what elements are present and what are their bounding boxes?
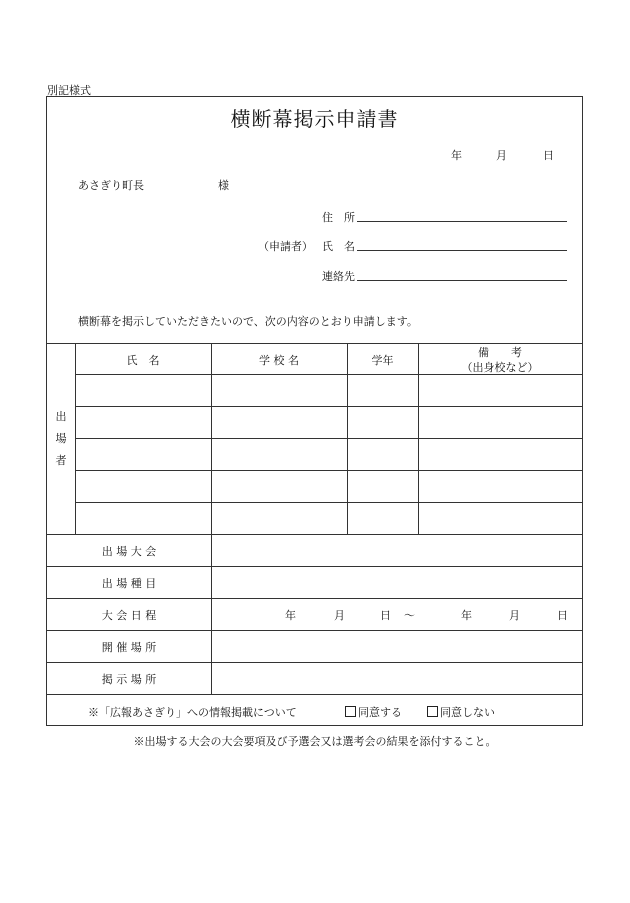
schedule-start-day: 日 [380, 609, 391, 622]
name-label: 氏 名 [322, 240, 355, 253]
address-label: 住 所 [322, 211, 355, 224]
addressee: あさぎり町長 [78, 179, 144, 192]
side-column-border [75, 343, 76, 534]
consent-agree-option[interactable] [345, 704, 402, 720]
form-title: 横断幕掲示申請書 [230, 107, 399, 131]
row-border [75, 502, 582, 503]
schedule-start-month: 月 [334, 609, 345, 622]
contact-label: 連絡先 [322, 270, 355, 283]
row-border [47, 630, 582, 631]
footer-note: ※出場する大会の大会要項及び予選会又は選考会の結果を添付すること。 [133, 735, 497, 748]
row-border [47, 694, 582, 695]
request-text: 横断幕を掲示していただきたいので、次の内容のとおり申請します。 [78, 315, 418, 328]
row-border [47, 662, 582, 663]
schedule-end-day: 日 [557, 609, 568, 622]
disagree-label: 同意しない [440, 706, 495, 719]
form-label: 別記様式 [47, 84, 91, 97]
name-field[interactable] [357, 250, 567, 251]
display-place-label: 掲 示 場 所 [101, 673, 157, 686]
participants-bottom-border [47, 534, 582, 535]
agree-label: 同意する [358, 706, 402, 719]
header-school: 学 校 名 [259, 354, 299, 367]
column-border [211, 343, 212, 694]
contact-field[interactable] [357, 280, 567, 281]
header-grade: 学年 [371, 354, 394, 367]
row-border [75, 438, 582, 439]
venue-label: 開 催 場 所 [101, 641, 157, 654]
disagree-checkbox[interactable] [427, 706, 438, 717]
schedule-end-year: 年 [461, 609, 472, 622]
column-border [347, 343, 348, 534]
schedule-range-tilde: ～ [404, 609, 415, 622]
schedule-label: 大 会 日 程 [101, 609, 157, 622]
row-border [47, 598, 582, 599]
row-border [47, 566, 582, 567]
tournament-label: 出 場 大 会 [101, 545, 157, 558]
row-border [75, 470, 582, 471]
schedule-end-month: 月 [509, 609, 520, 622]
header-name: 氏 名 [126, 354, 160, 367]
date-year-label: 年 [451, 149, 462, 162]
address-field[interactable] [357, 221, 567, 222]
schedule-start-year: 年 [285, 609, 296, 622]
header-remarks: 備 考 [478, 346, 522, 359]
application-form [46, 96, 583, 726]
header-remarks-sub: （出身校など） [461, 361, 539, 374]
date-day-label: 日 [543, 149, 554, 162]
event-type-label: 出 場 種 目 [101, 577, 157, 590]
row-border [75, 406, 582, 407]
applicant-label: （申請者） [258, 240, 313, 253]
honorific: 様 [218, 179, 229, 192]
date-month-label: 月 [496, 149, 507, 162]
consent-text: ※「広報あさぎり」への情報掲載について [88, 706, 297, 719]
agree-checkbox[interactable] [345, 706, 356, 717]
consent-disagree-option[interactable] [427, 704, 495, 720]
participants-side-label: 出 場 者 [55, 410, 67, 467]
